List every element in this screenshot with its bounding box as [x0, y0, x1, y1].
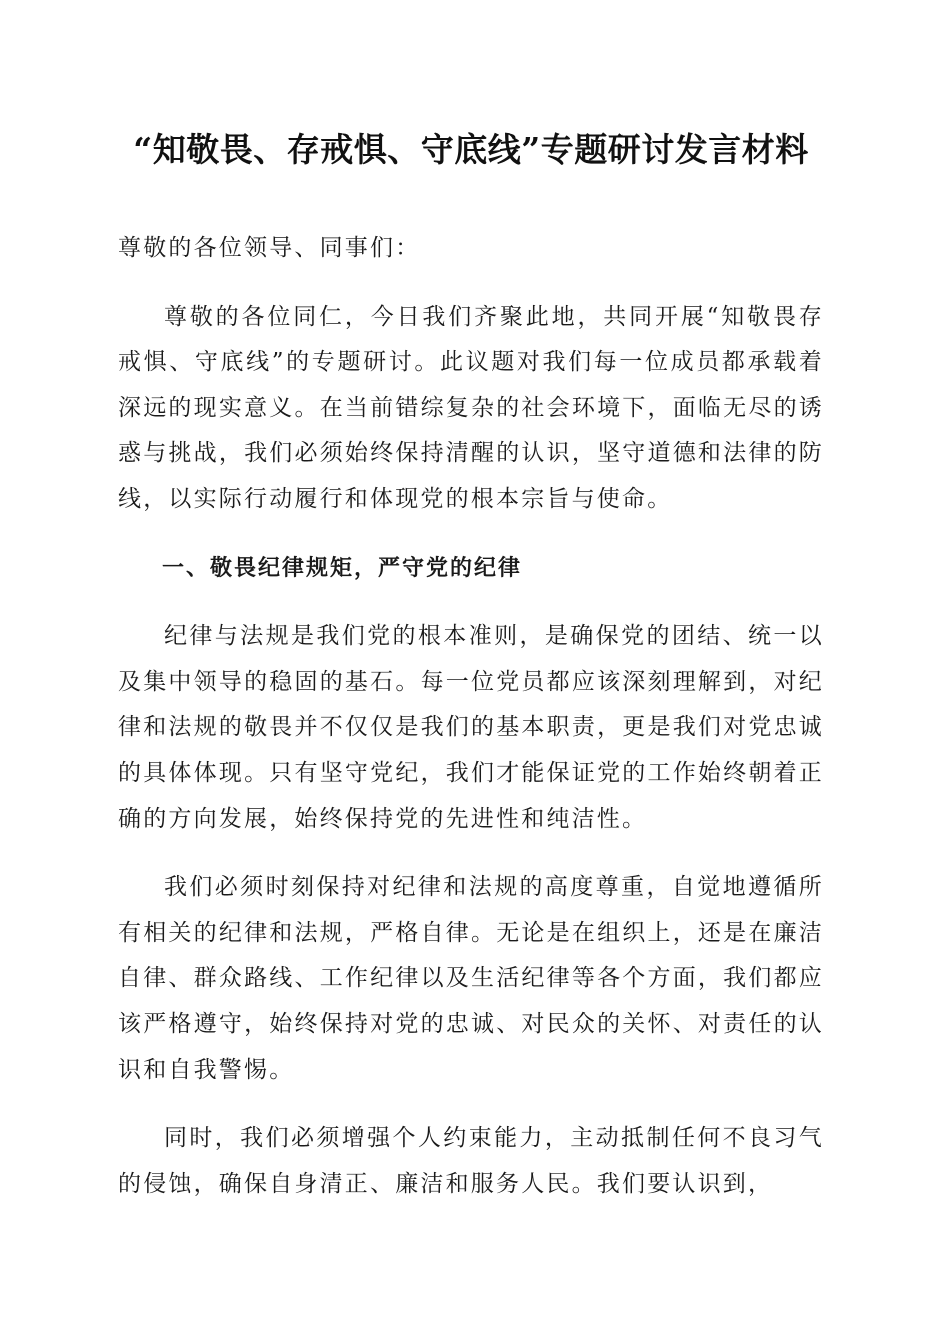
paragraph-discipline-2: 我们必须时刻保持对纪律和法规的高度尊重，自觉地遵循所有相关的纪律和法规，严格自律。无论是在组织上，还是在廉洁自律、群众路线、工作纪律以及生活纪律等各个方面，我们都应该严格遵守，始终保持对党的忠诚、对民众的关怀、对责任的认识和自我警惕。 — [118, 874, 824, 1083]
document-title: “知敬畏、存戒惧、守底线”专题研讨发言材料 — [133, 130, 809, 169]
document-page — [118, 126, 824, 1230]
paragraph-discipline-3: 同时，我们必须增强个人约束能力，主动抵制任何不良习气的侵蚀，确保自身清正、廉洁和服务人民。我们要认识到， — [118, 1125, 824, 1197]
paragraph-discipline-1: 纪律与法规是我们党的根本准则，是确保党的团结、统一以及集中领导的稳固的基石。每一位党员都应该深刻理解到，对纪律和法规的敬畏并不仅仅是我们的基本职责，更是我们对党忠诚的具体体现。只有坚守党纪，我们才能保证党的工作始终朝着正确的方向发展，始终保持党的先进性和纯洁性。 — [118, 623, 824, 832]
section-heading-1: 一、敬畏纪律规矩，严守党的纪律 — [162, 555, 523, 581]
salutation: 尊敬的各位领导、同事们： — [118, 235, 421, 261]
paragraph-intro: 尊敬的各位同仁，今日我们齐聚此地，共同开展“知敬畏存戒惧、守底线”的专题研讨。此议题对我们每一位成员都承载着深远的现实意义。在当前错综复杂的社会环境下，面临无尽的诱惑与挑战，我们必须始终保持清醒的认识，坚守道德和法律的防线，以实际行动履行和体现党的根本宗旨与使命。 — [118, 303, 824, 512]
document-body — [118, 226, 824, 1207]
